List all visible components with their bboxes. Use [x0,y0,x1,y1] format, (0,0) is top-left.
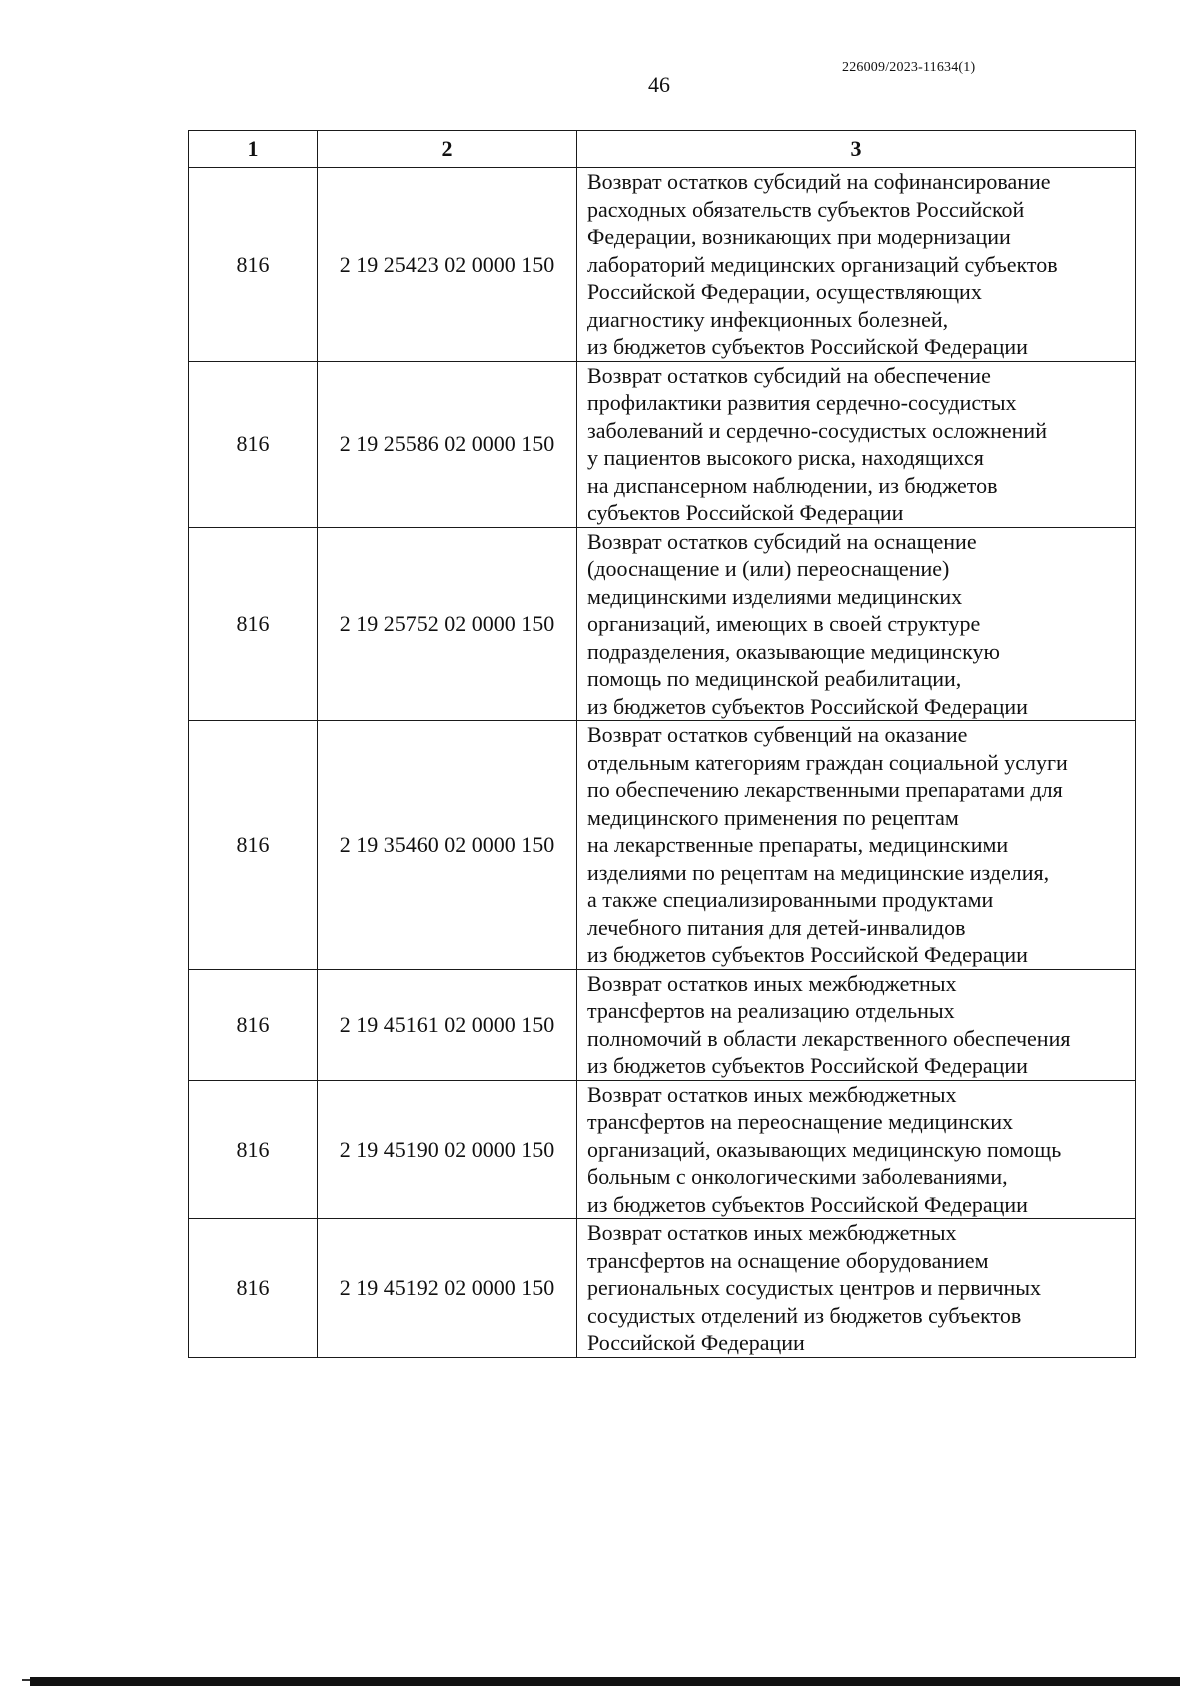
table-row [189,527,1136,721]
budget-code-cell: 2 19 45192 02 0000 150 [318,1219,577,1358]
table-row [189,969,1136,1080]
column-header-2: 2 [318,131,577,168]
description-cell: Возврат остатков субвенций на оказание отдельным категориям граждан социальной услуги по обеспечению лекарственными препаратами для медицинского применения по рецептам на лекарственные препараты, медицинскими изделиями по рецептам на медицинские изделия, а также специализированными продуктами лечебного питания для детей-инвалидов из бюджетов субъектов Российской Федерации [577,721,1136,970]
admin-code-cell: 816 [189,1080,318,1219]
admin-code-cell: 816 [189,969,318,1080]
table-row [189,1219,1136,1358]
column-header-1: 1 [189,131,318,168]
budget-code-cell: 2 19 45161 02 0000 150 [318,969,577,1080]
admin-code-cell: 816 [189,361,318,527]
table-row [189,168,1136,362]
description-cell: Возврат остатков субсидий на оснащение (дооснащение и (или) переоснащение) медицинскими изделиями медицинских организаций, имеющих в своей структуре подразделения, оказывающие медицинскую помощь по медицинской реабилитации, из бюджетов субъектов Российской Федерации [577,527,1136,721]
budget-code-cell: 2 19 35460 02 0000 150 [318,721,577,970]
description-cell: Возврат остатков субсидий на обеспечение профилактики развития сердечно-сосудистых заболеваний и сердечно-сосудистых осложнений у пациентов высокого риска, находящихся на диспансерном наблюдении, из бюджетов субъектов Российской Федерации [577,361,1136,527]
table-row [189,361,1136,527]
table-row [189,1080,1136,1219]
table-row [189,721,1136,970]
description-cell: Возврат остатков субсидий на софинансирование расходных обязательств субъектов Российской Федерации, возникающих при модернизации лабораторий медицинских организаций субъектов Российской Федерации, осуществляющих диагностику инфекционных болезней, из бюджетов субъектов Российской Федерации [577,168,1136,362]
admin-code-cell: 816 [189,1219,318,1358]
budget-classification-table [188,130,1136,1358]
table-header-row [189,131,1136,168]
document-registration-number: 226009/2023-11634(1) [842,60,976,75]
scan-bottom-border [30,1677,1180,1686]
budget-code-cell: 2 19 25423 02 0000 150 [318,168,577,362]
budget-code-cell: 2 19 45190 02 0000 150 [318,1080,577,1219]
admin-code-cell: 816 [189,721,318,970]
column-header-3: 3 [577,131,1136,168]
page-number: 46 [648,72,670,97]
description-cell: Возврат остатков иных межбюджетных трансфертов на оснащение оборудованием региональных сосудистых центров и первичных сосудистых отделений из бюджетов субъектов Российской Федерации [577,1219,1136,1358]
budget-code-cell: 2 19 25586 02 0000 150 [318,361,577,527]
description-cell: Возврат остатков иных межбюджетных трансфертов на переоснащение медицинских организаций, оказывающих медицинскую помощь больным с онкологическими заболеваниями, из бюджетов субъектов Российской Федерации [577,1080,1136,1219]
budget-code-cell: 2 19 25752 02 0000 150 [318,527,577,721]
admin-code-cell: 816 [189,168,318,362]
admin-code-cell: 816 [189,527,318,721]
description-cell: Возврат остатков иных межбюджетных трансфертов на реализацию отдельных полномочий в области лекарственного обеспечения из бюджетов субъектов Российской Федерации [577,969,1136,1080]
